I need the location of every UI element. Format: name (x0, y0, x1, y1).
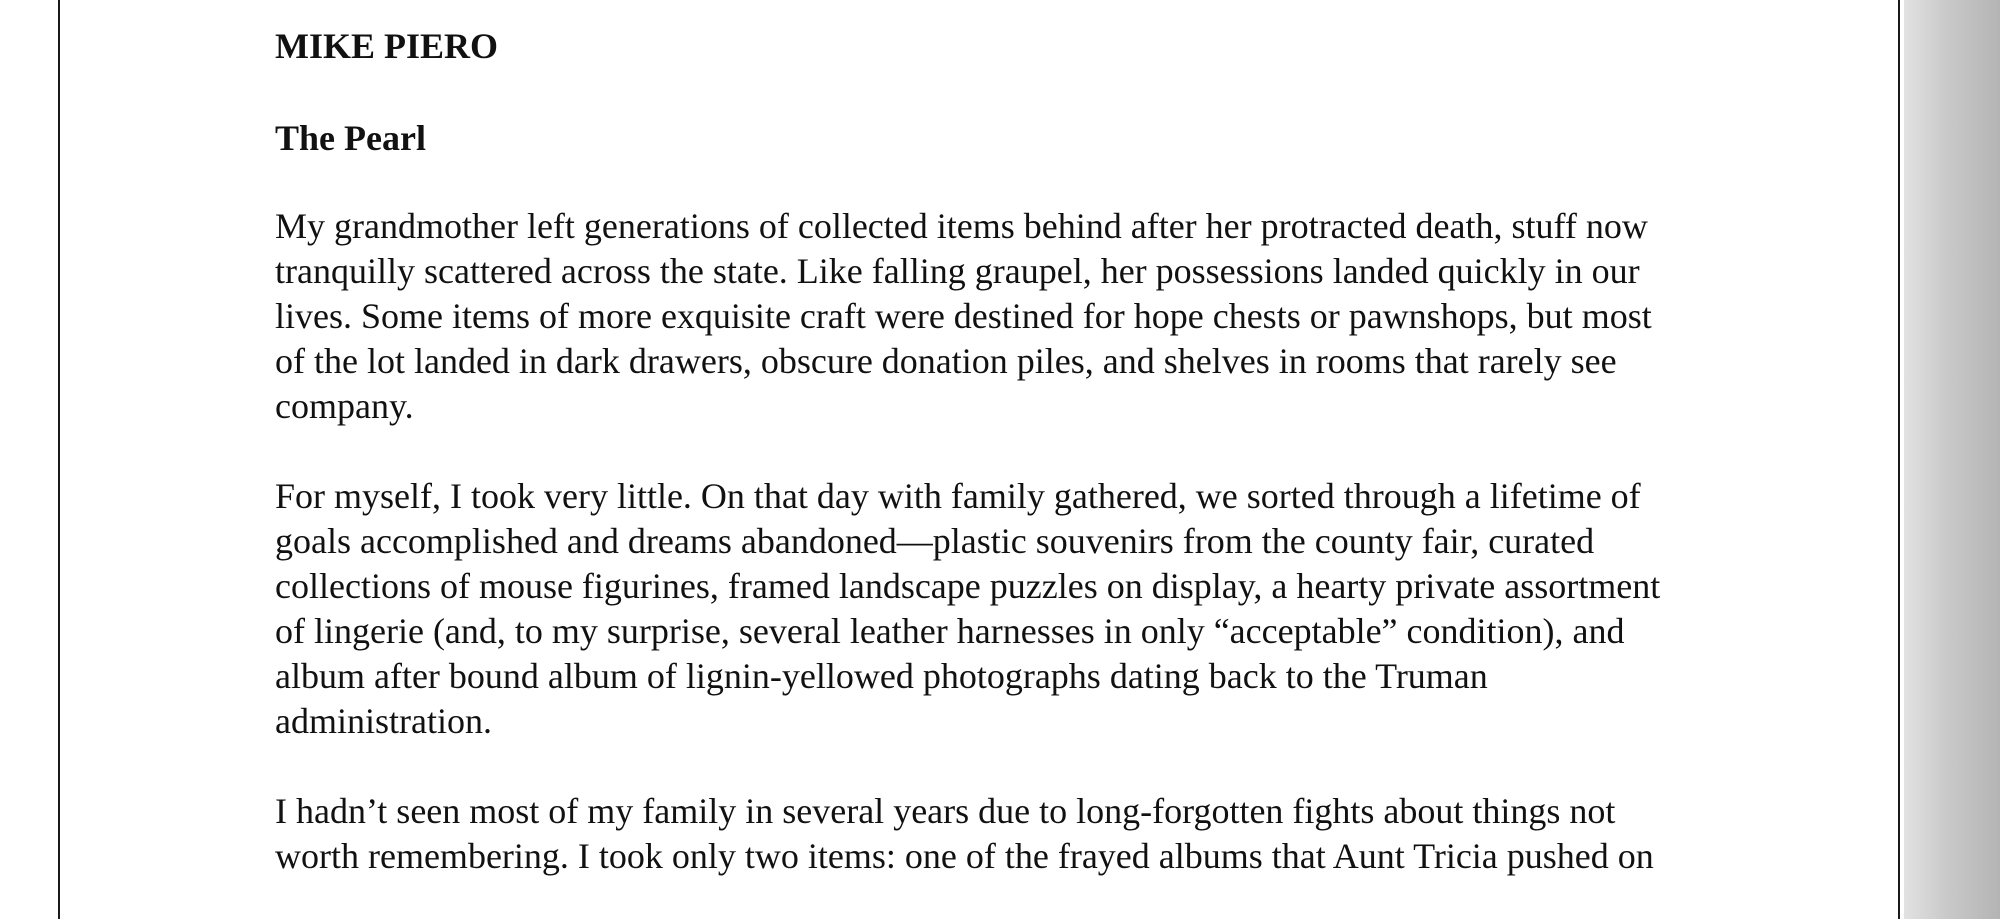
text-line: of the lot landed in dark drawers, obscure donation piles, and shelves in rooms that rarely see (275, 341, 1617, 381)
paragraph-2 (275, 474, 1815, 744)
paragraph-3 (275, 789, 1815, 879)
text-line: administration. (275, 701, 492, 741)
text-line: goals accomplished and dreams abandoned—plastic souvenirs from the county fair, curated (275, 521, 1595, 561)
author-name: MIKE PIERO (275, 26, 499, 66)
text-line: album after bound album of lignin-yellowed photographs dating back to the Truman (275, 656, 1488, 696)
text-line: company. (275, 386, 414, 426)
story-title: The Pearl (275, 118, 426, 158)
text-line: worth remembering. I took only two items: one of the frayed albums that Aunt Tricia pushed on (275, 836, 1654, 876)
paragraph-1 (275, 204, 1815, 429)
text-line: lives. Some items of more exquisite craft were destined for hope chests or pawnshops, but most (275, 296, 1652, 336)
text-line: For myself, I took very little. On that day with family gathered, we sorted through a lifetime of (275, 476, 1641, 516)
document-body (275, 24, 1815, 919)
text-line: tranquilly scattered across the state. Like falling graupel, her possessions landed quickly in our (275, 251, 1640, 291)
page-edge-shadow (1904, 0, 2000, 919)
document-page (58, 0, 1900, 919)
text-line: My grandmother left generations of collected items behind after her protracted death, stuff now (275, 206, 1648, 246)
text-line: I hadn’t seen most of my family in several years due to long-forgotten fights about things not (275, 791, 1616, 831)
text-line: collections of mouse figurines, framed landscape puzzles on display, a hearty private assortment (275, 566, 1661, 606)
text-line: of lingerie (and, to my surprise, several leather harnesses in only “acceptable” condition), and (275, 611, 1625, 651)
